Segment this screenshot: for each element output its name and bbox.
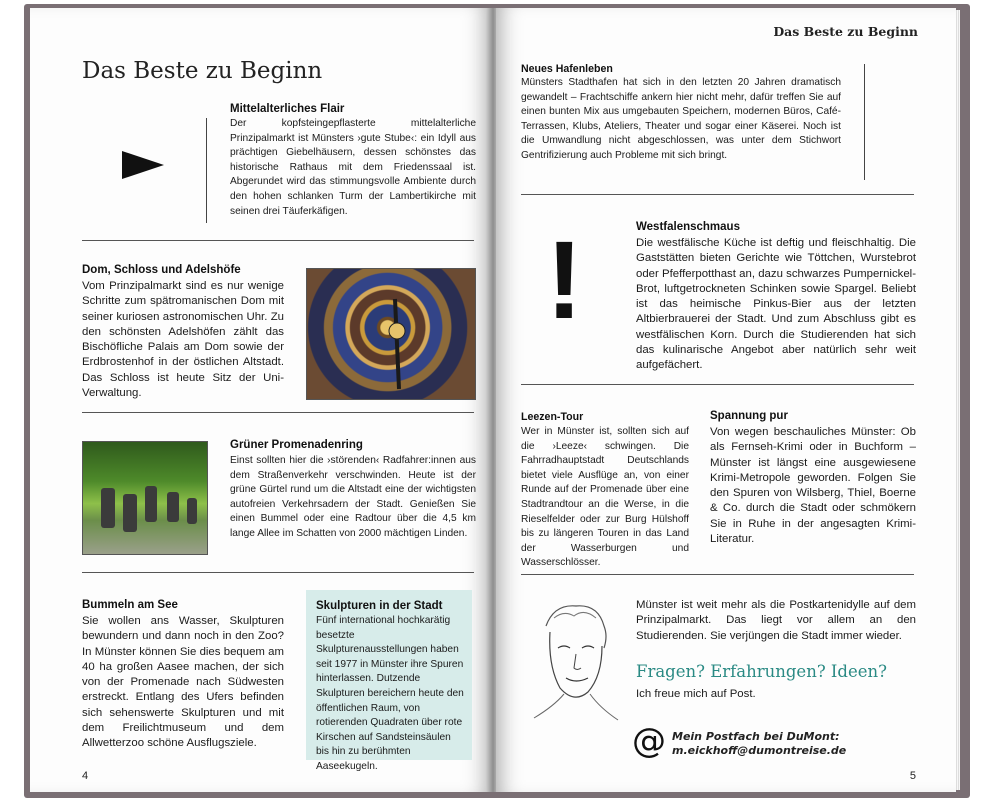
postbox-label: Mein Postfach bei DuMont: (672, 730, 840, 743)
left-page (30, 8, 490, 792)
section-heading: Bummeln am See (82, 599, 178, 611)
section-text: Von wegen beschauliches Münster: Ob als Fernseh-Krimi oder in Buchform – Münster ist längst eine ausgewiesene Krimi-Metropole geworden. Folgen Sie den Spuren von Wilsberg, Thiel, Boerne & Co. durch die Stadt oder schmökern Sie in Ruhe in der angesagten Krimi-Literatur. (710, 426, 916, 546)
page-edges (956, 10, 960, 790)
play-arrow-icon (120, 148, 166, 182)
section-divider-vertical (864, 64, 865, 180)
section-text: Münsters Stadthafen hat sich in den letzten 20 Jahren dramatisch gewandelt – Frachtschiffe ankern hier nicht mehr, dafür treffen Sie auf einen bunten Mix aus umgebauten Speichern, modernen Büros, Café-Terrassen, Klubs, Ateliers, Theater und sogar einer Käserei. Noch ist die Umwandlung nicht abgeschlossen, was unter dem Stichwort Gentrifizierung auch Probleme mit sich bringt. (521, 77, 841, 161)
section-divider (521, 384, 914, 385)
cyclist-figure (123, 494, 137, 532)
section-heading: Grüner Promenadenring (230, 439, 363, 451)
author-email-link[interactable]: m.eickhoff@dumontreise.de (672, 744, 847, 757)
section-divider-vertical (206, 118, 207, 223)
page-number: 4 (82, 770, 89, 782)
section-text: Die westfälische Küche ist deftig und fleischhaltig. Die Gaststätten bieten Gerichte wie Töttchen, Wurstebrot oder Pfefferpotthast an, dazu schwarzes Pumpernickel-Brot, luftgetrockneten Schinken sowie Spargel. Beliebt ist das heimische Pinkus-Bier aus der letzten Altbierbrauerei der Stadt. Und zum Abschluss gibt es westfälischen Korn. Durch die Studierenden hat sich das kulinarische Angebot aber natürlich sehr weit aufgefächert. (636, 237, 916, 372)
right-page (496, 8, 956, 792)
exclamation-icon: ! (546, 219, 583, 342)
section-text: Einst sollten hier die ›störenden‹ Radfahrer:innen aus dem Straßenverkehr verschwinden. Heute ist der grüne Gürtel rund um die Altstadt eine der wichtigsten autofreien Verkehrsadern der Stadt. Genießen Sie einen Bummel oder eine Radtour über die 4,5 km lange Allee im Schatten von 2000 mächtigen Linden. (230, 455, 476, 539)
section-divider (82, 572, 474, 573)
section-text: Der kopfsteingepflasterte mittelalterliche Prinzipalmarkt ist Münsters ›gute Stube‹: ein Idyll aus prächtigen Giebelhäusern, dessen schönstes das historische Rathaus mit dem Friedenssaal ist. Abgerundet wird das stimmungsvolle Ambiente durch den hohen schlanken Turm der Lambertikirche mit seinen drei Täuferkäfigen. (230, 118, 476, 217)
section-heading: Dom, Schloss und Adelshöfe (82, 264, 241, 276)
section-divider (521, 574, 914, 575)
callout-text: Fünf international hochkarätig besetzte Skulpturenausstellungen haben seit 1977 in Münster ihre Spuren hinterlassen. Dutzende Skulpturen bereichern heute den öffentlichen Raum, von rotierenden Quadraten über rote Kirschen auf Sandsteinsäulen bis hin zu berühmten Aaseekugeln. (316, 615, 464, 772)
author-sketch-portrait (524, 596, 622, 728)
clock-hands-icon (307, 269, 475, 399)
author-intro-text: Münster ist weit mehr als die Postkartenidylle auf dem Prinzipalmarkt. Das liegt vor allem an den Studierenden. Sie verjüngen die Stadt immer wieder. (636, 599, 916, 642)
section-heading: Leezen-Tour (521, 411, 584, 423)
astronomical-clock-photo (306, 268, 476, 400)
callout-heading: Skulpturen in der Stadt (316, 600, 443, 612)
promenade-cyclists-photo (82, 441, 208, 555)
cyclist-figure (101, 488, 115, 528)
section-heading: Mittelalterliches Flair (230, 103, 345, 115)
section-divider (82, 240, 474, 241)
page-number: 5 (909, 770, 916, 782)
section-text: Wer in Münster ist, sollten sich auf die ›Leeze‹ schwingen. Die Fahrradhauptstadt Deutschlands bietet viele Ausflüge an, von einer Runde auf der Promenade über eine Stadtrandtour an die Werse, in die Rieselfelder oder zur Burg Hülshoff bis zu längeren Touren in das Land der Wasserburgen und Wasserschlösser. (521, 426, 689, 569)
cyclist-figure (145, 486, 157, 522)
feedback-reply-text: Ich freue mich auf Post. (636, 688, 756, 700)
section-heading: Spannung pur (710, 410, 788, 422)
section-heading: Westfalenschmaus (636, 221, 740, 233)
cyclist-figure (167, 492, 179, 522)
section-divider (82, 412, 474, 413)
feedback-prompt: Fragen? Erfahrungen? Ideen? (636, 662, 887, 681)
skulpturen-callout-box (306, 590, 472, 772)
section-divider (521, 194, 914, 195)
section-text: Sie wollen ans Wasser, Skulpturen bewundern und dann noch in den Zoo? In Münster können Sie dies bequem am 40 ha großen Aasee machen, der sich von der Promenade nach Südwesten erstreckt. Entlang des Ufers befinden sich sehenswerte Skulpturen und mit dem Freilichtmuseum und dem Allwetterzoo schöne Ausflugsziele. (82, 615, 284, 750)
section-heading: Neues Hafenleben (521, 63, 613, 75)
running-head: Das Beste zu Beginn (773, 24, 918, 39)
cyclist-figure (187, 498, 197, 524)
page-title: Das Beste zu Beginn (82, 58, 323, 84)
section-text: Vom Prinzipalmarkt sind es nur wenige Schritte zum spätromanischen Dom mit seiner kuriosen astronomischen Uhr. Zu den schönsten Adelshöfen zählt das Bischöfliche Palais am Dom sowie der Erdbrostenhof in der östlichen Altstadt. Das Schloss ist heute Sitz der Uni-Verwaltung. (82, 280, 284, 400)
at-sign-icon: @ (632, 721, 666, 761)
